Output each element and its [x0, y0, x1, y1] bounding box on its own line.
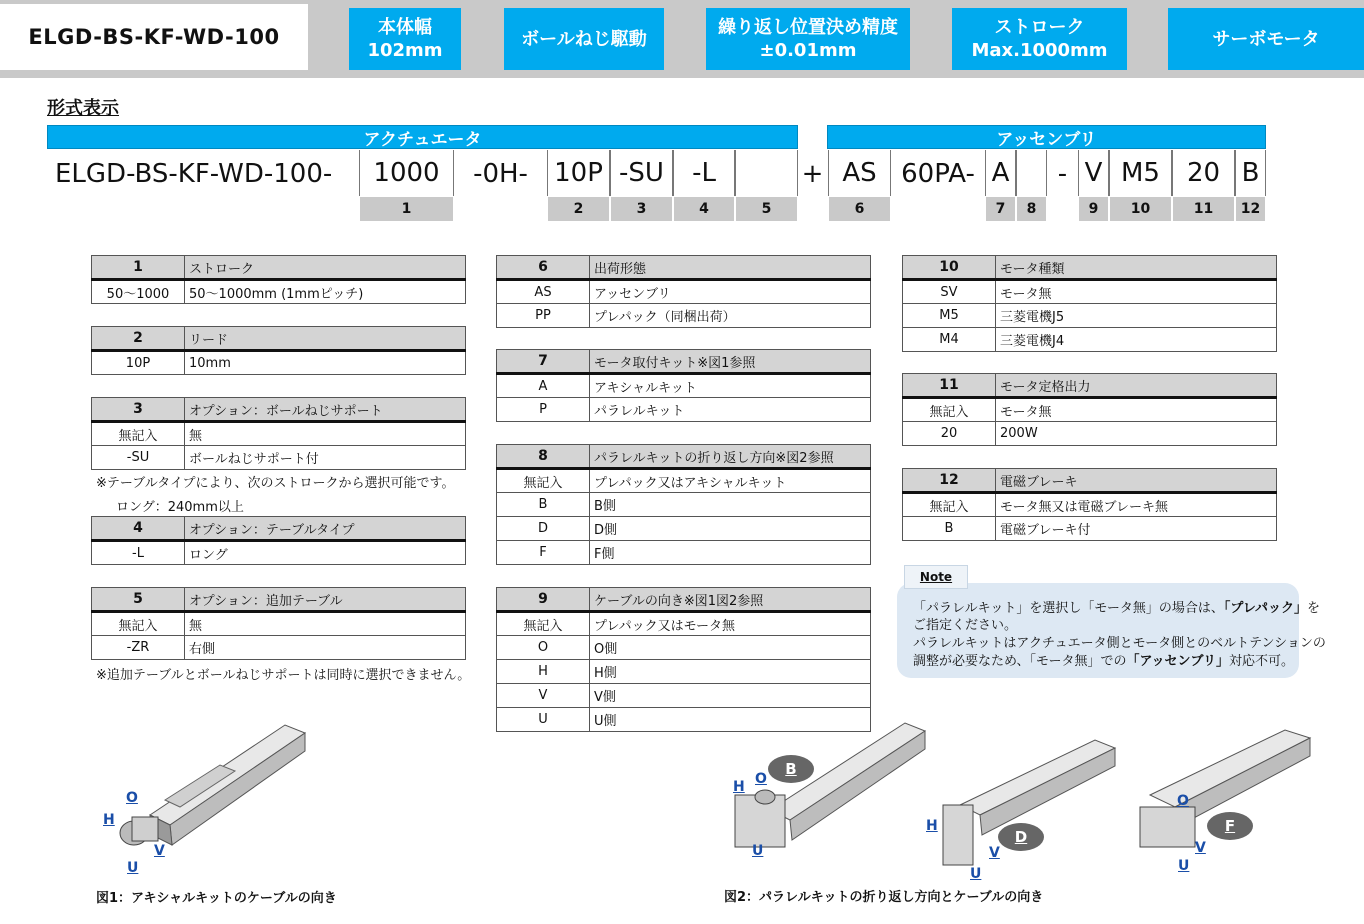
- code-dash: -: [1057, 159, 1068, 189]
- table-title: 電磁ブレーキ: [996, 469, 1277, 493]
- code-num-8: 8: [1016, 196, 1047, 222]
- fig2f-label-v: V: [1195, 840, 1206, 856]
- option-code: H: [497, 660, 590, 684]
- figure-1-actuator-illustration: [110, 705, 340, 880]
- fig2-bubble-f: F: [1207, 812, 1253, 840]
- table-row: [497, 398, 871, 422]
- table-row: [92, 612, 466, 636]
- header-band: [0, 0, 1364, 78]
- option-description: 電磁ブレーキ付: [996, 517, 1277, 541]
- option-code: 無記入: [92, 612, 185, 636]
- table-number: 9: [497, 588, 590, 612]
- table-row: [92, 280, 466, 304]
- table-number: 10: [903, 256, 996, 280]
- option-description: モータ無: [996, 280, 1277, 304]
- fig2b-label-h: H: [733, 779, 745, 795]
- option-description: U側: [590, 708, 871, 732]
- assembly-band: アッセンブリ: [827, 125, 1266, 149]
- table-row: [497, 612, 871, 636]
- option-code: U: [497, 708, 590, 732]
- note-tag: Note: [904, 565, 968, 589]
- spec-table-4: [91, 516, 466, 565]
- option-code: O: [497, 636, 590, 660]
- note-line-3: パラレルキットはアクチュエータ側とモータ側とのベルトテンションの: [913, 636, 1326, 651]
- option-code: D: [497, 517, 590, 541]
- table5-note: ※追加テーブルとボールねじサポートは同時に選択できません。: [96, 668, 471, 683]
- table-number: 6: [497, 256, 590, 280]
- fig2f-label-o: O: [1177, 793, 1189, 809]
- spec-table-6: [496, 255, 871, 328]
- feature-drive: ボールねじ駆動: [504, 8, 664, 70]
- table-row: [497, 493, 871, 517]
- spec-table-12: [902, 468, 1277, 541]
- spec-table-10: [902, 255, 1277, 352]
- code-lead: 10P: [547, 150, 610, 196]
- table-row: [903, 517, 1277, 541]
- actuator-band: アクチュエータ: [47, 125, 798, 149]
- table-title: オプション：ボールねじサポート: [185, 398, 466, 422]
- option-code: -SU: [92, 446, 185, 470]
- option-code: 20: [903, 422, 996, 446]
- spec-table-7: [496, 349, 871, 422]
- option-description: パラレルキット: [590, 398, 871, 422]
- table-number: 12: [903, 469, 996, 493]
- option-description: プレパック又はモータ無: [590, 612, 871, 636]
- table-row: [903, 493, 1277, 517]
- section-title: 形式表示: [47, 98, 119, 119]
- code-num-2: 2: [547, 196, 610, 222]
- option-code: A: [497, 374, 590, 398]
- code-su: -SU: [610, 150, 673, 196]
- code-num-9: 9: [1078, 196, 1109, 222]
- code-m5: M5: [1109, 150, 1172, 196]
- option-code: AS: [497, 280, 590, 304]
- table-title: オプション：テーブルタイプ: [185, 517, 466, 541]
- spec-table-9: [496, 587, 871, 732]
- option-code: P: [497, 398, 590, 422]
- code-b: B: [1235, 150, 1266, 196]
- figure-2-caption: 図2：パラレルキットの折り返し方向とケーブルの向き: [724, 890, 1044, 905]
- feature-width: 本体幅 102mm: [349, 8, 461, 70]
- option-description: アキシャルキット: [590, 374, 871, 398]
- fig2b-label-o: O: [755, 771, 767, 787]
- model-title: ELGD-BS-KF-WD-100: [0, 4, 308, 70]
- table-header-row: [903, 374, 1277, 398]
- table-row: [497, 374, 871, 398]
- option-description: 200W: [996, 422, 1277, 446]
- spec-table-2: [91, 326, 466, 375]
- code-v: V: [1078, 150, 1109, 196]
- table3-note-2: ロング：240mm以上: [116, 500, 244, 515]
- option-description: V側: [590, 684, 871, 708]
- figure-2-actuator-d-illustration: [935, 735, 1130, 875]
- feature-accuracy: 繰り返し位置決め精度 ±0.01mm: [706, 8, 910, 70]
- fig1-label-h: H: [103, 812, 115, 828]
- table-title: モータ取付キット※図1参照: [590, 350, 871, 374]
- code-blank: [735, 150, 798, 196]
- table-row: [497, 541, 871, 565]
- table-number: 8: [497, 445, 590, 469]
- option-description: アッセンブリ: [590, 280, 871, 304]
- table-row: [497, 684, 871, 708]
- table-number: 11: [903, 374, 996, 398]
- table-row: [92, 541, 466, 565]
- option-code: V: [497, 684, 590, 708]
- table-header-row: [92, 517, 466, 541]
- table-row: [497, 304, 871, 328]
- table3-note-1: ※テーブルタイプにより、次のストロークから選択可能です。: [96, 476, 455, 491]
- option-code: B: [903, 517, 996, 541]
- note-line-2: ご指定ください。: [913, 618, 1018, 633]
- option-code: 50～1000: [92, 280, 185, 304]
- table-row: [497, 517, 871, 541]
- table-title: モータ種類: [996, 256, 1277, 280]
- option-code: 無記入: [497, 612, 590, 636]
- code-oh: -0H-: [473, 159, 528, 189]
- table-row: [92, 351, 466, 375]
- table-row: [92, 422, 466, 446]
- table-header-row: [497, 350, 871, 374]
- table-number: 5: [92, 588, 185, 612]
- fig2-bubble-d: D: [998, 823, 1044, 851]
- table-row: [497, 660, 871, 684]
- fig1-label-v: V: [154, 843, 165, 859]
- option-code: M5: [903, 304, 996, 328]
- code-stroke: 1000: [359, 150, 454, 196]
- spec-table-1: [91, 255, 466, 304]
- code-pa: 60PA-: [901, 159, 975, 189]
- table-number: 1: [92, 256, 185, 280]
- code-prefix: ELGD-BS-KF-WD-100-: [55, 159, 333, 189]
- table-row: [92, 446, 466, 470]
- option-description: 無: [185, 612, 466, 636]
- feature-motor: サーボモータ: [1168, 8, 1364, 70]
- option-description: 右側: [185, 636, 466, 660]
- table-header-row: [903, 256, 1277, 280]
- option-description: モータ無: [996, 398, 1277, 422]
- table-row: [903, 280, 1277, 304]
- option-description: モータ無又は電磁ブレーキ無: [996, 493, 1277, 517]
- fig2d-label-h: H: [926, 818, 938, 834]
- spec-table-8: [496, 444, 871, 565]
- table-row: [903, 304, 1277, 328]
- option-code: -L: [92, 541, 185, 565]
- fig1-label-u: U: [127, 860, 139, 876]
- option-code: 無記入: [903, 398, 996, 422]
- table-header-row: [92, 398, 466, 422]
- code-20: 20: [1172, 150, 1235, 196]
- code-blank2: [1016, 150, 1047, 196]
- table-header-row: [903, 469, 1277, 493]
- option-description: B側: [590, 493, 871, 517]
- option-code: PP: [497, 304, 590, 328]
- option-description: O側: [590, 636, 871, 660]
- table-header-row: [497, 588, 871, 612]
- code-as: AS: [828, 150, 891, 196]
- code-plus: +: [801, 159, 824, 189]
- option-description: 三菱電機J4: [996, 328, 1277, 352]
- table-header-row: [92, 327, 466, 351]
- spec-table-3: [91, 397, 466, 470]
- table-row: [903, 422, 1277, 446]
- option-code: F: [497, 541, 590, 565]
- fig2d-label-v: V: [989, 845, 1000, 861]
- option-code: -ZR: [92, 636, 185, 660]
- table-title: リード: [185, 327, 466, 351]
- option-code: SV: [903, 280, 996, 304]
- table-title: パラレルキットの折り返し方向※図2参照: [590, 445, 871, 469]
- feature-stroke: ストローク Max.1000mm: [952, 8, 1127, 70]
- note-line-1: 「パラレルキット」を選択し「モータ無」の場合は、「プレパック」を: [913, 601, 1320, 616]
- code-a: A: [985, 150, 1016, 196]
- code-num-11: 11: [1172, 196, 1235, 222]
- option-code: 10P: [92, 351, 185, 375]
- option-description: 無: [185, 422, 466, 446]
- option-description: ロング: [185, 541, 466, 565]
- code-num-10: 10: [1109, 196, 1172, 222]
- option-description: D側: [590, 517, 871, 541]
- option-code: 無記入: [903, 493, 996, 517]
- fig2b-label-u: U: [752, 843, 764, 859]
- table-number: 7: [497, 350, 590, 374]
- note-line-4: 調整が必要なため、「モータ無」での「アッセンブリ」対応不可。: [913, 654, 1295, 669]
- table-number: 3: [92, 398, 185, 422]
- option-description: 10mm: [185, 351, 466, 375]
- table-row: [497, 636, 871, 660]
- table-header-row: [497, 256, 871, 280]
- figure-1-caption: 図1：アキシャルキットのケーブルの向き: [96, 891, 337, 906]
- fig2-bubble-b: B: [768, 755, 814, 783]
- spec-table-11: [902, 373, 1277, 446]
- table-row: [903, 398, 1277, 422]
- table-header-row: [92, 588, 466, 612]
- table-title: ケーブルの向き※図1図2参照: [590, 588, 871, 612]
- table-row: [497, 469, 871, 493]
- option-description: 三菱電機J5: [996, 304, 1277, 328]
- code-num-12: 12: [1235, 196, 1266, 222]
- fig2f-label-u: U: [1178, 858, 1190, 874]
- option-description: F側: [590, 541, 871, 565]
- table-row: [903, 328, 1277, 352]
- table-title: ストローク: [185, 256, 466, 280]
- fig1-label-o: O: [126, 790, 138, 806]
- table-title: 出荷形態: [590, 256, 871, 280]
- table-header-row: [497, 445, 871, 469]
- option-description: プレパック（同梱出荷）: [590, 304, 871, 328]
- table-row: [497, 280, 871, 304]
- option-code: 無記入: [497, 469, 590, 493]
- option-code: 無記入: [92, 422, 185, 446]
- table-header-row: [92, 256, 466, 280]
- code-num-3: 3: [610, 196, 673, 222]
- code-num-1: 1: [359, 196, 454, 222]
- fig2d-label-u: U: [970, 866, 982, 882]
- code-num-5: 5: [735, 196, 798, 222]
- table-number: 4: [92, 517, 185, 541]
- figure-2-actuator-f-illustration: [1135, 725, 1340, 865]
- code-num-6: 6: [828, 196, 891, 222]
- option-code: B: [497, 493, 590, 517]
- code-num-7: 7: [985, 196, 1016, 222]
- option-description: ボールねじサポート付: [185, 446, 466, 470]
- option-description: プレパック又はアキシャルキット: [590, 469, 871, 493]
- table-title: モータ定格出力: [996, 374, 1277, 398]
- table-row: [92, 636, 466, 660]
- code-l: -L: [673, 150, 735, 196]
- option-code: M4: [903, 328, 996, 352]
- table-title: オプション：追加テーブル: [185, 588, 466, 612]
- table-number: 2: [92, 327, 185, 351]
- option-description: H側: [590, 660, 871, 684]
- code-num-4: 4: [673, 196, 735, 222]
- option-description: 50～1000mm (1mmピッチ): [185, 280, 466, 304]
- spec-table-5: [91, 587, 466, 660]
